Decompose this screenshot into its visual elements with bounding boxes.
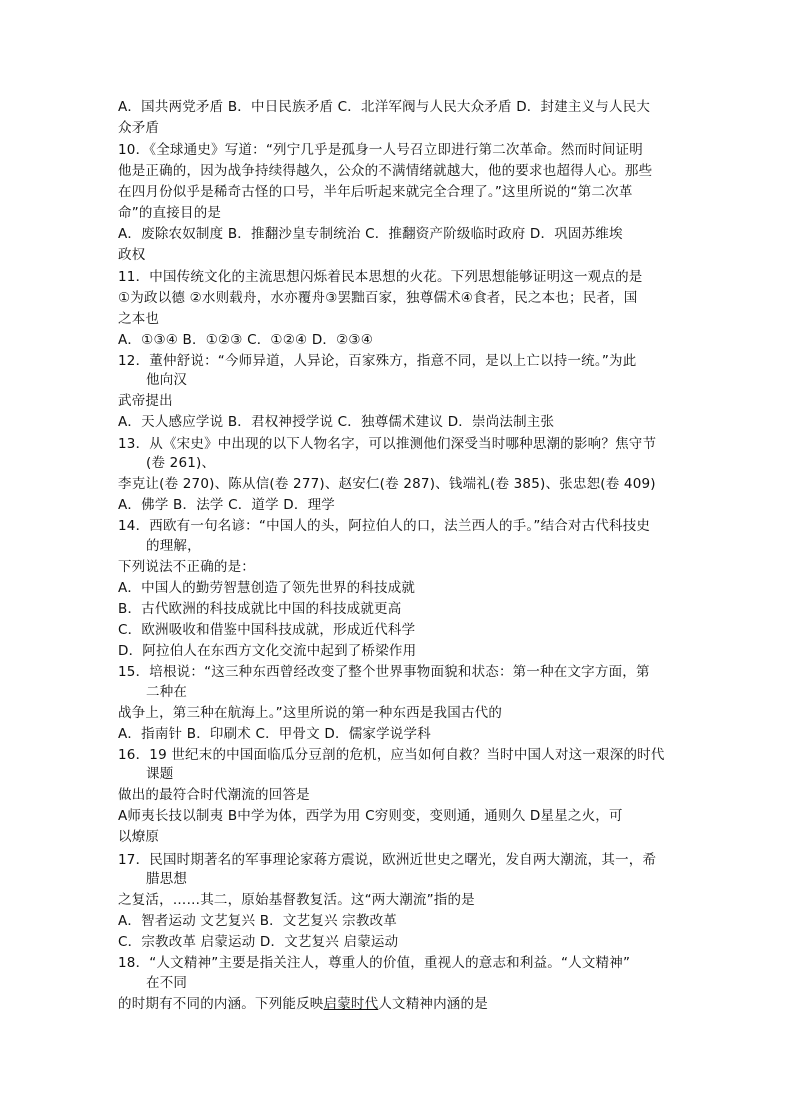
- q16-options-line1: A师夷长技以制夷 B中学为体，西学为用 C穷则变，变则通，通则久 D星星之火，可: [118, 808, 623, 824]
- q13-stem-line2: (卷 261)、: [146, 455, 216, 471]
- q18-stem-line1: 18．“人文精神”主要是指关注人，尊重人的价值，重视人的意志和利益。“人文精神”: [118, 955, 631, 971]
- q14-option-b: B．古代欧洲的科技成就比中国的科技成就更高: [118, 601, 402, 617]
- q17-options-line1: A．智者运动 文艺复兴 B．文艺复兴 宗教改革: [118, 913, 397, 929]
- q14-stem-line1: 14．西欧有一句名谚：“中国人的头，阿拉伯人的口，法兰西人的手。”结合对古代科技史: [118, 518, 651, 534]
- q14-stem-line3: 下列说法不正确的是：: [118, 559, 255, 575]
- q12-stem-line1: 12．董仲舒说：“今师异道，人异论，百家殊方，指意不同，是以上亡以持一统。”为此: [118, 353, 637, 369]
- q17-options-line2: C．宗教改革 启蒙运动 D．文艺复兴 启蒙运动: [118, 934, 399, 950]
- q12-stem-line2: 他向汉: [146, 372, 188, 388]
- q10-options-line1: A．废除农奴制度 B．推翻沙皇专制统治 C．推翻资产阶级临时政府 D．巩固苏维埃: [118, 226, 623, 242]
- q16-stem-line3: 做出的最符合时代潮流的回答是: [118, 787, 310, 803]
- q11-stem-line2: ①为政以德 ②水则载舟，水亦覆舟③罢黜百家，独尊儒术④食者，民之本也；民者，国: [118, 290, 638, 306]
- q11-stem-line1: 11．中国传统文化的主流思想闪烁着民本思想的火花。下列思想能够证明这一观点的是: [118, 269, 643, 285]
- q18-underlined-term: 启蒙时代: [323, 996, 379, 1012]
- q11-stem-line3: 之本也: [118, 311, 160, 327]
- q13-stem-line3: 李克让(卷 270)、陈从信(卷 277)、赵安仁(卷 287)、钱端礼(卷 385)、张忠恕(卷 409): [118, 476, 656, 492]
- q18-stem-text: 的时期有不同的内涵。下列能反映: [118, 996, 324, 1012]
- q9-options-line1: A．国共两党矛盾 B．中日民族矛盾 C．北洋军阀与人民大众矛盾 D．封建主义与人民大: [118, 99, 651, 115]
- q16-options-line2: 以燎原: [118, 829, 160, 845]
- q14-stem-line2: 的理解，: [146, 538, 201, 554]
- q15-stem-line3: 战争上，第三种在航海上。”这里所说的第一种东西是我国古代的: [118, 705, 503, 721]
- q13-options: A．佛学 B．法学 C．道学 D．理学: [118, 497, 335, 513]
- q17-stem-line3: 之复活，……其二，原始基督教复活。这“两大潮流”指的是: [118, 892, 475, 908]
- q10-stem-line4: 命”的直接目的是: [118, 205, 222, 221]
- q16-stem-line2: 课题: [146, 766, 174, 782]
- q10-options-line2: 政权: [118, 247, 146, 263]
- q14-option-d: D．阿拉伯人在东西方文化交流中起到了桥梁作用: [118, 643, 417, 659]
- q14-option-c: C．欧洲吸收和借鉴中国科技成就，形成近代科学: [118, 622, 416, 638]
- q10-stem-line3: 在四月份似乎是稀奇古怪的口号，半年后听起来就完全合理了。”这里所说的“第二次革: [118, 184, 633, 200]
- q15-stem-line2: 二种在: [146, 684, 188, 700]
- q11-options: A．①③④ B．①②③ C．①②④ D．②③④: [118, 332, 374, 348]
- q18-stem-line2: 在不同: [146, 975, 188, 991]
- q17-stem-line1: 17．民国时期著名的军事理论家蒋方震说，欧洲近世史之曙光，发自两大潮流，其一，希: [118, 852, 657, 868]
- q12-stem-line3: 武帝提出: [118, 393, 173, 409]
- q14-option-a: A．中国人的勤劳智慧创造了领先世界的科技成就: [118, 580, 416, 596]
- q10-stem-line1: 10．《全球通史》写道：“列宁几乎是孤身一人号召立即进行第二次革命。然而时间证明: [118, 142, 643, 158]
- q16-stem-line1: 16．19 世纪末的中国面临瓜分豆剖的危机，应当如何自救？当时中国人对这一艰深的时代: [118, 747, 665, 763]
- q13-stem-line1: 13．从《宋史》中出现的以下人物名字，可以推测他们深受当时哪种思潮的影响？焦守节: [118, 436, 657, 452]
- q15-stem-line1: 15．培根说：“这三种东西曾经改变了整个世界事物面貌和状态：第一种在文字方面，第: [118, 664, 650, 680]
- q18-stem-line3: [118, 995, 488, 1013]
- q15-options: A．指南针 B．印刷术 C．甲骨文 D．儒家学说学科: [118, 726, 431, 742]
- q10-stem-line2: 他是正确的，因为战争持续得越久，公众的不满情绪就越大，他的要求也超得人心。那些: [118, 163, 653, 179]
- q9-options-line2: 众矛盾: [118, 120, 160, 136]
- q17-stem-line2: 腊思想: [146, 871, 188, 887]
- q18-stem-tail: 人文精神内涵的是: [378, 996, 488, 1012]
- q12-options: A．天人感应学说 B．君权神授学说 C．独尊儒术建议 D．崇尚法制主张: [118, 414, 555, 430]
